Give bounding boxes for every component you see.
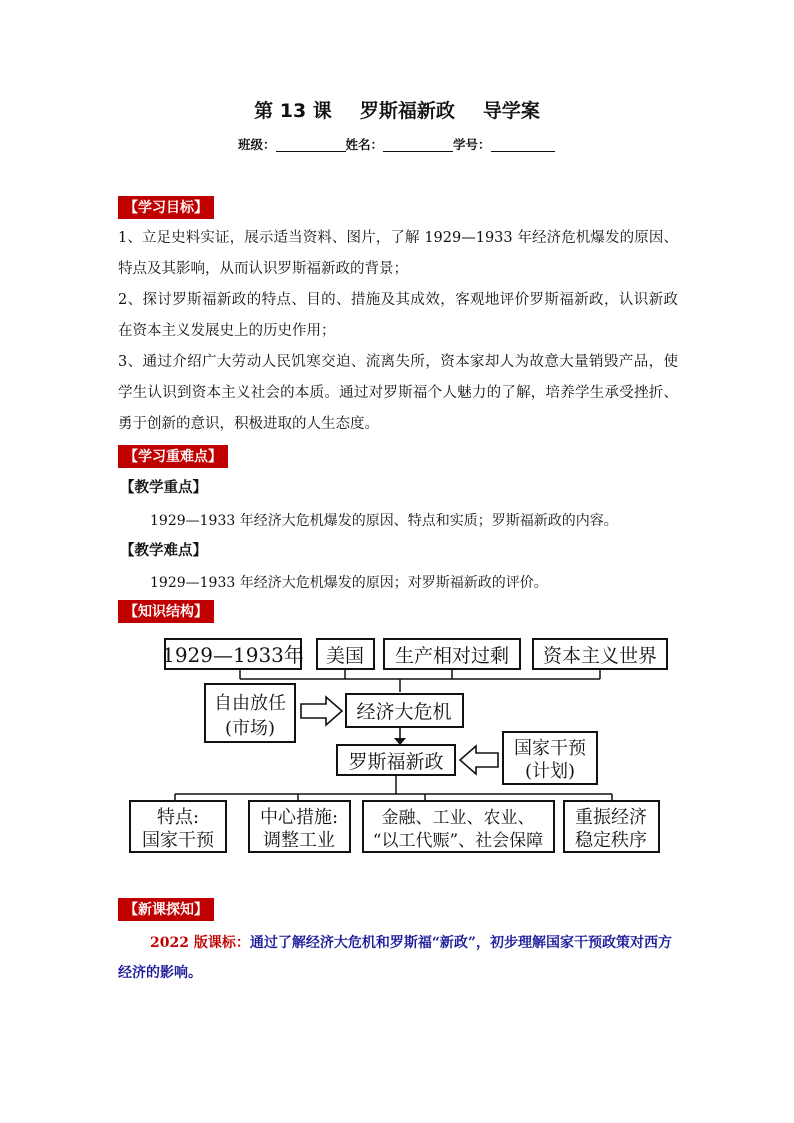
box-laissez-faire: 自由放任 [214, 693, 286, 714]
box-feature-value: 国家干预 [142, 830, 214, 851]
box-measures-line1: 金融、工业、农业、 [381, 808, 535, 828]
box-state-intervention: 国家干预 [514, 738, 586, 759]
box-overproduction: 生产相对过剩 [394, 645, 510, 667]
teaching-focus-text: 1929—1933 年经济大危机爆发的原因、特点和实质；罗斯福新政的内容。 [150, 513, 618, 529]
box-planning: (计划) [524, 761, 576, 782]
box-years: 1929—1933年 [162, 643, 304, 667]
box-central-measure-value: 调整工业 [263, 830, 335, 851]
new-lesson-tag: 【新课探知】 [118, 898, 214, 921]
goal-3: 3、通过介绍广大劳动人民饥寒交迫、流离失所，资本家却人为故意大量销毁产品，使学生认识到资本主义社会的本质。通过对罗斯福个人魅力的了解，培养学生承受挫折、勇于创新的意识，积极进取的人生态度。 [118, 354, 678, 432]
box-central-measure-label: 中心措施: [259, 807, 339, 828]
page-title [0, 96, 794, 123]
goal-2: 2、探讨罗斯福新政的特点、目的、措施及其成效，客观地评价罗斯福新政，认识新政在资本主义发展史上的历史作用； [118, 292, 678, 339]
doc-type: 导学案 [482, 100, 540, 122]
box-new-deal: 罗斯福新政 [348, 751, 444, 773]
class-label: 班级： [238, 137, 276, 152]
goals-tag: 【学习目标】 [118, 196, 214, 219]
teaching-difficulty-label: 【教学难点】 [120, 542, 207, 559]
lesson-topic: 罗斯福新政 [359, 100, 455, 122]
box-economic-crisis: 经济大危机 [356, 701, 452, 723]
teaching-difficulty-text: 1929—1933 年经济大危机爆发的原因；对罗斯福新政的评价。 [150, 575, 548, 591]
name-label: 姓名： [345, 137, 384, 152]
curriculum-standard [118, 928, 678, 988]
keypoints-tag: 【学习重难点】 [118, 445, 228, 468]
teaching-focus-label: 【教学重点】 [120, 479, 207, 496]
curriculum-standard-text: 通过了解经济大危机和罗斯福“新政”，初步理解国家干预政策对西方经济的影响。 [118, 935, 672, 981]
class-blank[interactable] [276, 137, 346, 152]
box-stabilize-order: 稳定秩序 [575, 830, 647, 851]
structure-tag: 【知识结构】 [118, 600, 214, 623]
name-blank[interactable] [383, 137, 453, 152]
box-revive-economy: 重振经济 [575, 807, 647, 828]
knowledge-structure-diagram [120, 634, 680, 864]
box-capitalist-world: 资本主义世界 [542, 645, 658, 667]
box-measures-line2: “以工代赈”、社会保障 [372, 831, 544, 851]
box-usa: 美国 [325, 645, 365, 667]
box-market: (市场) [224, 718, 276, 739]
box-feature-label: 特点: [156, 807, 200, 828]
lesson-number: 第 13 课 [254, 100, 332, 122]
student-info-line [238, 135, 555, 153]
id-label: 学号： [453, 137, 491, 152]
goal-1: 1、立足史料实证，展示适当资料、图片，了解 1929—1933 年经济危机爆发的原因、特点及其影响，从而认识罗斯福新政的背景； [118, 230, 678, 277]
id-blank[interactable] [491, 137, 555, 152]
curriculum-standard-label: 2022 版课标： [150, 935, 250, 951]
